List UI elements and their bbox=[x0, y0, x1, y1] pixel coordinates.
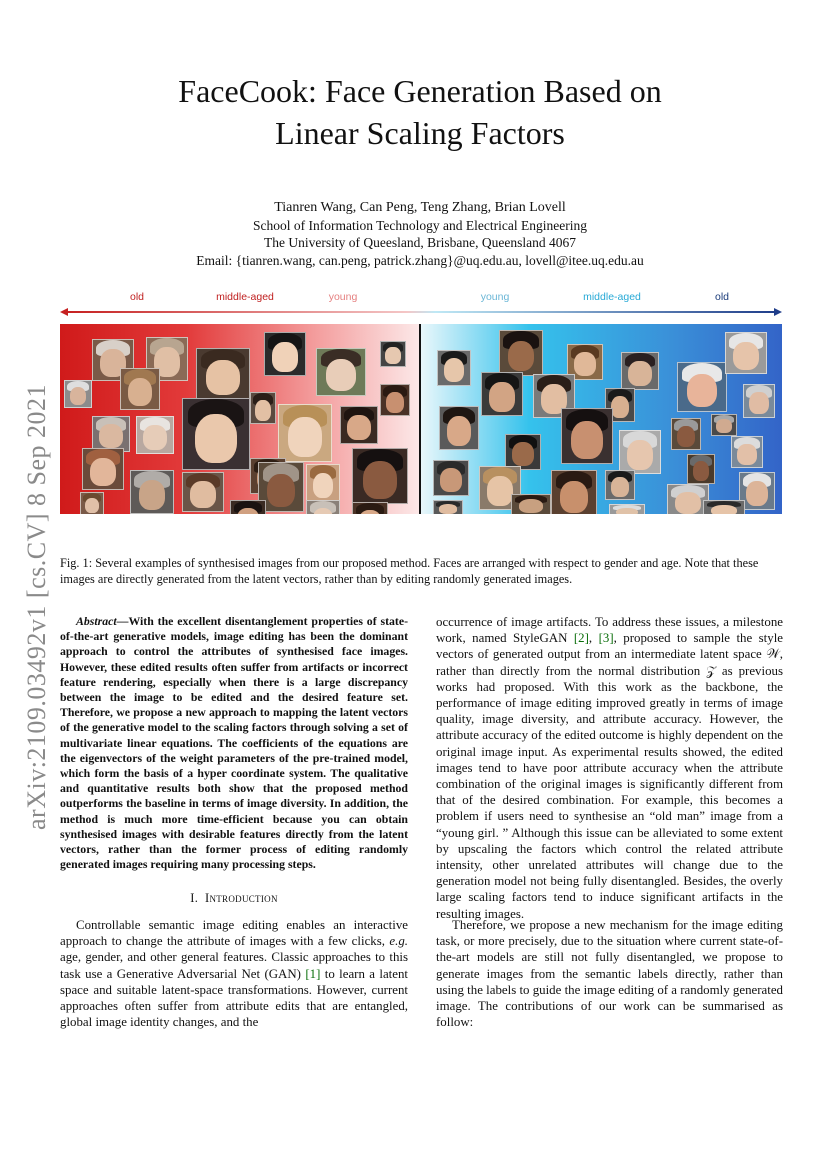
face-image bbox=[677, 362, 727, 412]
label-right-young: young bbox=[480, 291, 510, 303]
right-column-paragraph-1 bbox=[436, 614, 783, 922]
body-text: Therefore, we propose a new mechanism for the image editing task, or more precisely, due to the situation where current state-of-the-art models are still not fully disentangled, we propose to generate images from the semantic labels directly, rather than using the labels to guide the image editing of a randomly generated image. The contributions of our work can be summarised as follow: bbox=[436, 918, 783, 1030]
citation-link[interactable]: [1] bbox=[305, 966, 321, 981]
introduction-paragraph bbox=[60, 917, 408, 1030]
face-image bbox=[711, 414, 737, 436]
face-image bbox=[481, 372, 523, 416]
section-number: I. bbox=[190, 891, 199, 905]
face-image bbox=[437, 350, 471, 386]
face-image bbox=[725, 332, 767, 374]
label-right-middle-aged: middle-aged bbox=[583, 291, 641, 303]
figure-caption: Fig. 1: Several examples of synthesised images from our proposed method. Faces are arranged with respect to gender and age. Note that these images are directly generated from the latent vectors, rather than by editing randomly generated images. bbox=[60, 556, 759, 586]
female-faces-panel bbox=[60, 324, 419, 514]
affiliation-university: The University of Queesland, Brisbane, Queensland 4067 bbox=[264, 235, 576, 250]
body-text: occurrence of image artifacts. To address these issues, a milestone work, named StyleGAN bbox=[436, 615, 783, 646]
label-left-young: young bbox=[328, 291, 358, 303]
right-column-paragraph-2 bbox=[436, 917, 783, 1030]
face-image bbox=[433, 460, 469, 496]
face-image bbox=[120, 368, 160, 410]
face-image bbox=[306, 464, 340, 502]
face-image bbox=[439, 406, 479, 450]
citation-link[interactable]: [3] bbox=[598, 631, 614, 646]
face-image bbox=[380, 341, 406, 367]
face-image bbox=[621, 352, 659, 390]
arrow-head-right bbox=[774, 308, 782, 316]
face-image bbox=[671, 418, 701, 450]
intro-text: age, gender, and other general features. Classic approaches to this task use a Generative Adversarial Net (GAN) bbox=[60, 950, 408, 981]
title-line-2: Linear Scaling Factors bbox=[275, 115, 565, 151]
face-image bbox=[306, 500, 340, 514]
face-image bbox=[136, 416, 174, 454]
label-left-middle-aged: middle-aged bbox=[216, 291, 274, 303]
age-axis-arrow bbox=[60, 308, 782, 316]
face-image bbox=[561, 408, 613, 464]
face-image bbox=[609, 504, 645, 514]
section-title: Introduction bbox=[204, 891, 278, 905]
face-image bbox=[250, 392, 276, 424]
intro-text: Controllable semantic image editing enables an interactive approach to change the attribute of images with a few clicks, bbox=[60, 918, 408, 949]
face-image bbox=[380, 384, 410, 416]
face-image bbox=[64, 380, 92, 408]
face-image bbox=[505, 434, 541, 470]
male-faces-panel bbox=[421, 324, 782, 514]
face-image bbox=[551, 470, 597, 514]
face-image bbox=[703, 500, 745, 514]
face-image bbox=[130, 470, 174, 514]
face-image bbox=[511, 494, 551, 514]
face-image bbox=[433, 500, 463, 514]
title-line-1: FaceCook: Face Generation Based on bbox=[178, 73, 662, 109]
figure-age-axis-labels bbox=[60, 291, 780, 307]
arrow-head-left bbox=[60, 308, 68, 316]
face-image bbox=[743, 384, 775, 418]
face-image bbox=[687, 454, 715, 484]
author-emails: Email: {tianren.wang, can.peng, patrick.zhang}@uq.edu.au, lovell@itee.uq.edu.au bbox=[196, 252, 644, 268]
face-image bbox=[278, 404, 332, 462]
distribution-symbol-z: 𝒵 bbox=[706, 663, 716, 678]
body-text: , rather than directly from the normal distribution bbox=[436, 647, 783, 678]
paper-title bbox=[100, 70, 740, 154]
label-left-old: old bbox=[129, 291, 145, 303]
latent-space-symbol-w: 𝒲 bbox=[766, 647, 780, 662]
label-right-old: old bbox=[714, 291, 730, 303]
author-block bbox=[100, 199, 740, 269]
intro-eg: e.g. bbox=[389, 934, 408, 949]
face-image bbox=[316, 348, 366, 396]
citation-link[interactable]: [2] bbox=[573, 631, 589, 646]
face-image bbox=[80, 492, 104, 514]
face-image bbox=[196, 348, 250, 400]
intro-text: to learn a latent space and suitable latent-space transformations. However, current approaches often suffer from attribute edits that are entangled, global image identity changes, and the bbox=[60, 966, 408, 1030]
face-image bbox=[731, 436, 763, 468]
face-image bbox=[182, 472, 224, 512]
body-text: , proposed to sample the style vectors of generated output from an intermediate latent space bbox=[436, 631, 784, 662]
face-image bbox=[352, 502, 388, 514]
face-image bbox=[264, 332, 306, 376]
citation-separator: , bbox=[588, 631, 599, 646]
face-image bbox=[182, 398, 250, 470]
face-image bbox=[92, 416, 130, 452]
arxiv-identifier: arXiv:2109.03492v1 [cs.CV] 8 Sep 2021 bbox=[22, 383, 52, 831]
body-text: as previous works had proposed. With this work as the backbone, the performance of image editing improved greatly in terms of image quality, image diversity, and attribute accuracy. However, the attribute accuracy of the edited outcome is highly dependent on the original image input. As experimental results showed, the edited images tend to have poor attribute accuracy when the attribute combination of the original images is significantly different from that of the desired combination. For example, this becomes a problem if users need to synthesise an “old man” image from a “young girl. ” Although this issue can be alleviated to some extent by upscaling the factors which control the related attribute intensity, other unrelated attributes will change due to the generation model not being fully disentangled. Besides, the overly large scaling factors tend to induce significant artifacts in the resulting images. bbox=[436, 663, 783, 921]
abstract bbox=[60, 614, 408, 872]
face-image bbox=[230, 500, 266, 514]
face-image bbox=[605, 470, 635, 500]
face-image bbox=[82, 448, 124, 490]
author-names: Tianren Wang, Can Peng, Teng Zhang, Brian Lovell bbox=[274, 200, 566, 215]
face-image bbox=[340, 406, 378, 444]
abstract-text: —With the excellent disentanglement properties of state-of-the-art generative models, image editing has been the dominant approach to control the attributes of synthesised face images. However, these edited results often suffer from artifacts or incorrect feature rendering, especially when there is a large discrepancy between the image to be edited and the desired feature set. Therefore, we propose a new approach to mapping the latent vectors of the generative model to the scaling factors through solving a set of multivariate linear equations. The coefficients of the equations are the eigenvectors of the weight parameters of the pre-trained model, which form the basis of a hyper coordinate system. The qualitative and quantitative results both show that the proposed method outperforms the baseline in terms of image diversity. In addition, the method is much more time-efficient because you can obtain synthesised images with desirable features directly from the latent vectors, rather than the former process of editing randomly generated images requiring many processing steps. bbox=[60, 614, 408, 872]
section-heading-introduction bbox=[60, 891, 408, 906]
face-image bbox=[619, 430, 661, 474]
abstract-label: Abstract bbox=[76, 614, 117, 628]
face-image bbox=[352, 448, 408, 504]
affiliation-school: School of Information Technology and Electrical Engineering bbox=[253, 217, 587, 233]
face-image bbox=[499, 330, 543, 376]
